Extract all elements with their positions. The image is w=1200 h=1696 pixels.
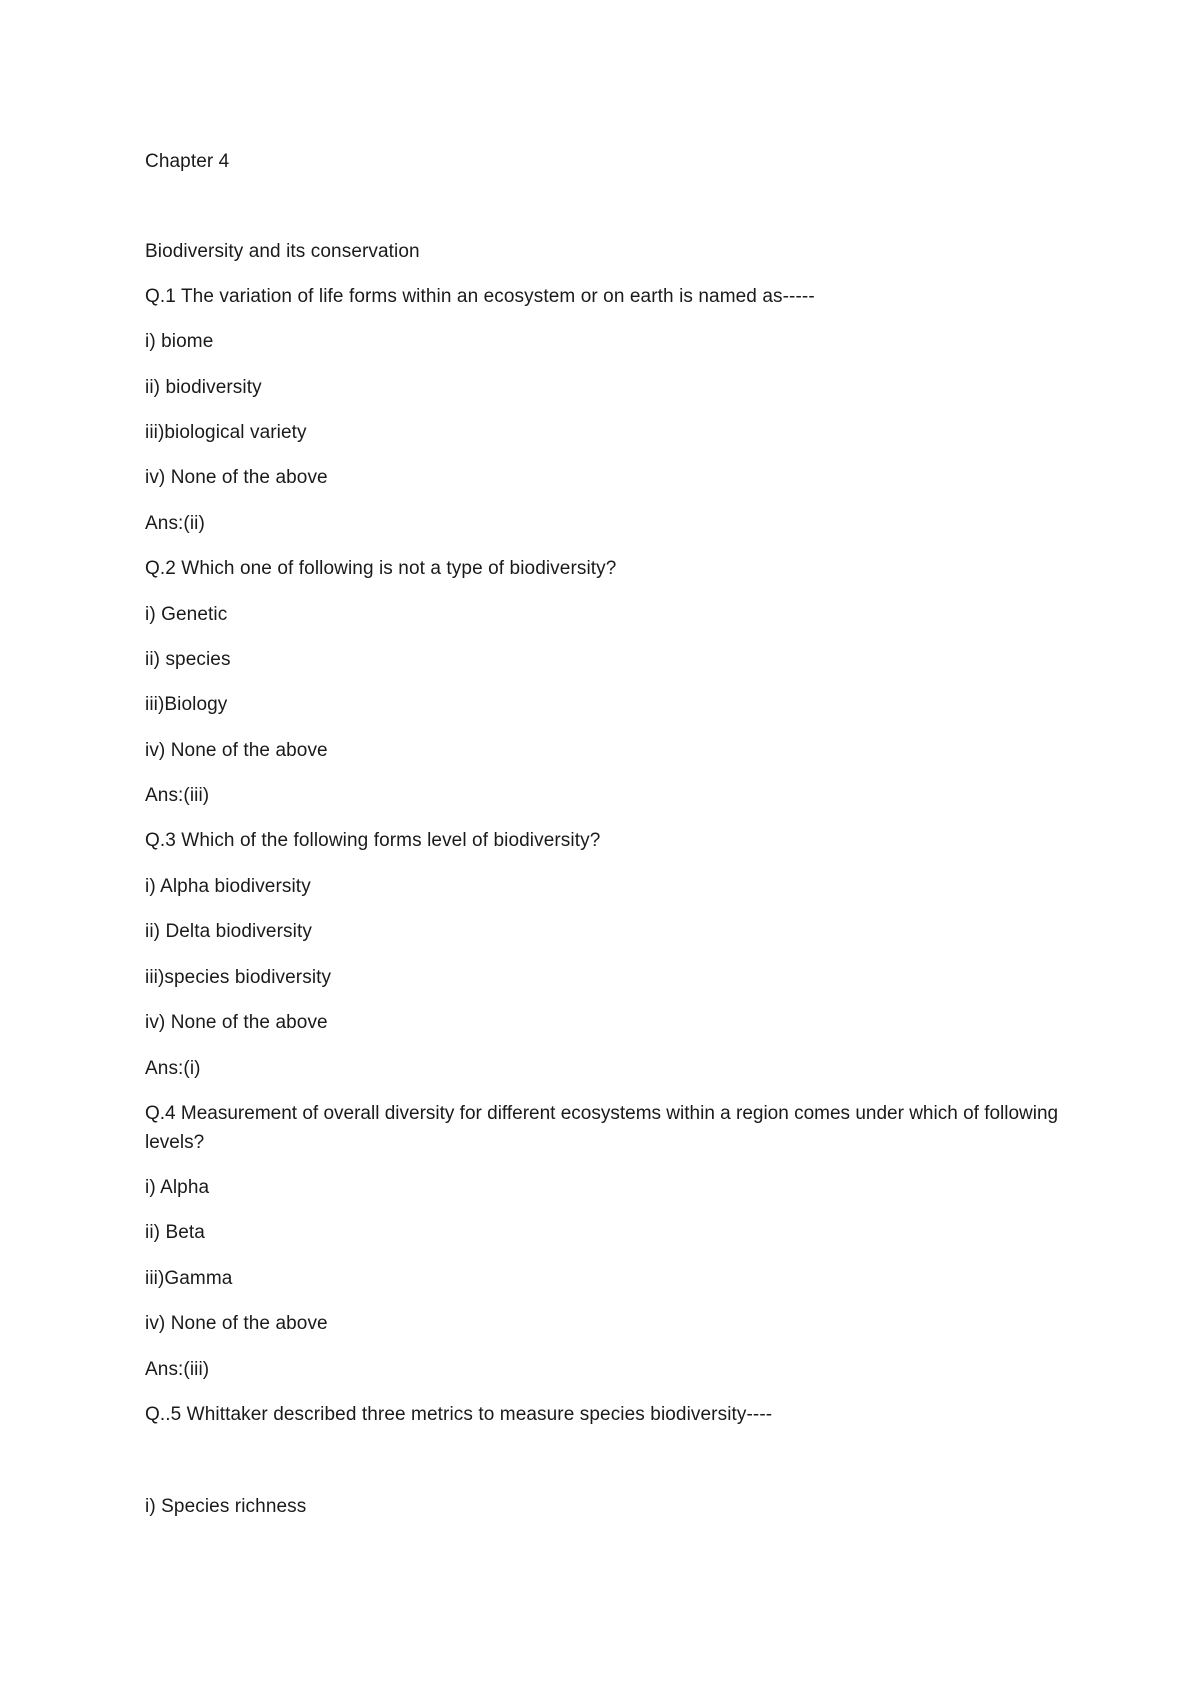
question-2: Q.2 Which one of following is not a type of biodiversity? [145,558,617,579]
topic-title: Biodiversity and its conservation [145,241,420,262]
question-1-option-4: iv) None of the above [145,467,328,488]
question-4-option-3: iii)Gamma [145,1268,233,1289]
question-4-answer: Ans:(iii) [145,1359,210,1380]
question-2-option-2: ii) species [145,649,231,670]
question-2-option-3: iii)Biology [145,694,228,715]
question-1-option-2: ii) biodiversity [145,377,262,398]
question-3-option-2: ii) Delta biodiversity [145,921,312,942]
question-3-option-1: i) Alpha biodiversity [145,876,311,897]
question-5: Q..5 Whittaker described three metrics to measure species biodiversity---- [145,1404,773,1425]
question-4-option-4: iv) None of the above [145,1313,328,1334]
question-2-option-4: iv) None of the above [145,740,328,761]
question-2-option-1: i) Genetic [145,604,228,625]
question-1-answer: Ans:(ii) [145,513,205,534]
question-4-option-1: i) Alpha [145,1177,210,1198]
question-3-option-4: iv) None of the above [145,1012,328,1033]
question-4: Q.4 Measurement of overall diversity for different ecosystems within a region comes under which of following levels? [145,1103,1059,1153]
question-3-option-3: iii)species biodiversity [145,967,332,988]
question-4-option-2: ii) Beta [145,1222,205,1243]
question-2-answer: Ans:(iii) [145,785,210,806]
chapter-heading: Chapter 4 [145,151,230,172]
question-1-option-1: i) biome [145,331,214,352]
question-5-option-1: i) Species richness [145,1496,307,1517]
question-1-option-3: iii)biological variety [145,422,307,443]
question-3: Q.3 Which of the following forms level of biodiversity? [145,830,601,851]
question-1: Q.1 The variation of life forms within an ecosystem or on earth is named as----- [145,286,815,307]
question-3-answer: Ans:(i) [145,1058,201,1079]
